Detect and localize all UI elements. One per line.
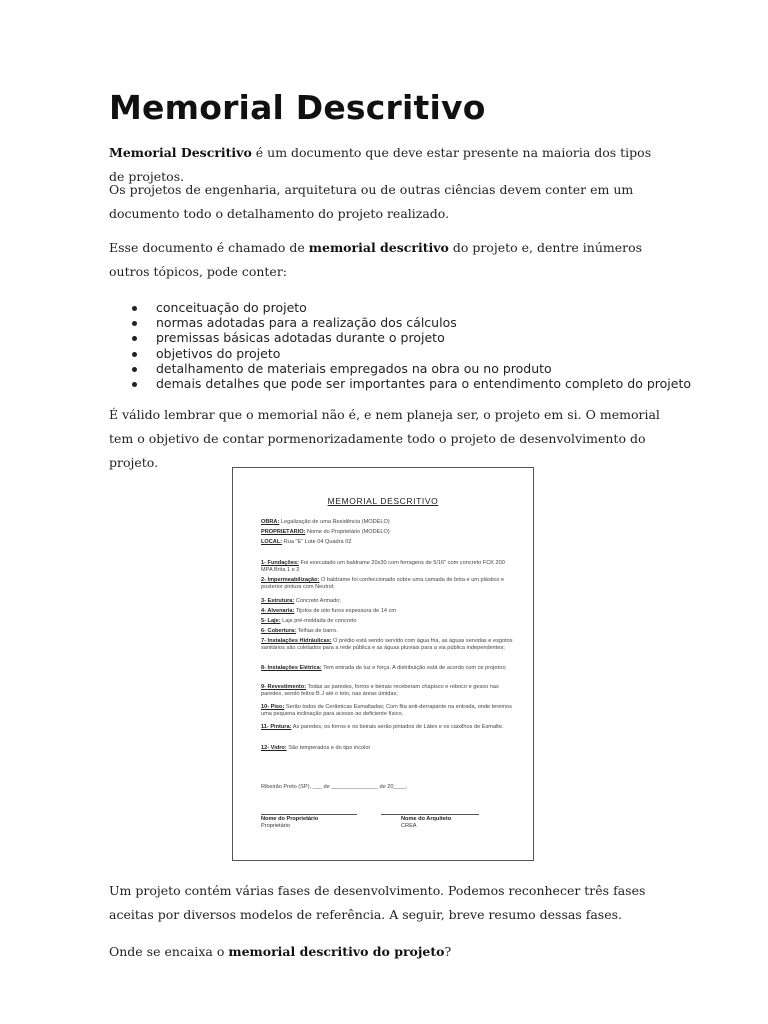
doc-obra — [261, 519, 513, 526]
doc-item — [261, 628, 513, 635]
doc-item — [261, 638, 513, 652]
signature-owner — [261, 816, 318, 830]
doc-local — [261, 539, 513, 546]
signature-architect-sub: CREA — [401, 823, 417, 829]
doc-item-text: Foi executado um baldrame 20x30 com ferragens de 5/16" com concreto FCK 200 MPA Brita 1 e 2 — [261, 560, 505, 573]
paragraph-called-after: do projeto e, dentre inúmeros outros tópicos, pode conter: — [109, 240, 643, 279]
doc-item-text: O baldrame foi confeccionado sobre uma camada de brita e um plástico e posterior pintura com Neutrol; — [261, 577, 505, 590]
doc-item-label: 8- Instalações Elétrica: — [261, 665, 322, 671]
list-item: demais detalhes que pode ser importantes para o entendimento completo do projeto — [129, 376, 691, 391]
topics-list — [129, 300, 691, 391]
signature-owner-title: Nome do Proprietário — [261, 816, 319, 822]
doc-item-label: 2- Impermeabilização: — [261, 577, 320, 583]
list-item: detalhamento de materiais empregados na obra ou no produto — [129, 361, 691, 376]
doc-proprietario — [261, 529, 513, 536]
paragraph-phases: Um projeto contém várias fases de desenvolvimento. Podemos reconhecer três fases aceitas por diversos modelos de referência. A seguir, breve resumo dessas fases. — [109, 883, 646, 922]
paragraph-reminder: É válido lembrar que o memorial não é, e nem planeja ser, o projeto em si. O memorial tem o objetivo de contar pormenorizadamente todo o projeto de desenvolvimento do projeto. — [109, 407, 660, 470]
doc-local-value: Rua "E" Lote 04 Quadra 02 — [282, 539, 352, 545]
doc-item-text: O prédio está sendo servido com água fria, as águas servidas e esgotos sanitários são coletados para a rede pública e as águas pluviais para a via pública independentes; — [261, 638, 513, 651]
doc-item — [261, 704, 513, 718]
doc-obra-value: Legalização de uma Residência (MODELO) — [279, 519, 390, 525]
doc-item-text: Todas as paredes, forros e beirais receberam chapisco e reboco e gesso nas paredes, sendo feitos B.J até o teto, nas áreas úmidas; — [261, 684, 499, 697]
paragraph-question — [109, 940, 669, 964]
doc-item-text: Tijolos de oito furos espessura de 14 cm — [294, 608, 397, 614]
doc-item-label: 5- Laje: — [261, 618, 281, 624]
paragraph-projects: Os projetos de engenharia, arquitetura ou de outras ciências devem conter em um documento todo o detalhamento do projeto realizado. — [109, 182, 634, 221]
doc-item-label: 11- Pintura: — [261, 724, 292, 730]
signature-owner-sub: Proprietário — [261, 823, 290, 829]
doc-item-text: Tem entrada de luz e força. A distribuição está de acordo com os projetos; — [321, 665, 507, 671]
list-item: objetivos do projeto — [129, 346, 691, 361]
doc-item — [261, 665, 513, 672]
memorial-document-image — [232, 467, 534, 861]
doc-item-label: 9- Revestimento: — [261, 684, 307, 690]
paragraph-question-before: Onde se encaixa o — [109, 944, 229, 959]
signature-architect — [401, 816, 451, 830]
paragraph-question-bold: memorial descritivo do projeto — [228, 944, 445, 959]
doc-item — [261, 577, 513, 591]
doc-title: MEMORIAL DESCRITIVO — [327, 496, 439, 506]
doc-item-label: 6- Cobertura: — [261, 628, 297, 634]
doc-item-text: Concreto Armado; — [294, 598, 341, 604]
doc-proprietario-label: PROPRIETÁRIO: — [261, 529, 306, 535]
doc-item — [261, 684, 513, 698]
doc-item — [261, 724, 513, 731]
signature-line-architect — [381, 814, 479, 815]
doc-item — [261, 598, 513, 605]
paragraph-called — [109, 236, 669, 284]
signature-line-owner — [261, 814, 357, 815]
intro-text: é um documento que deve estar presente na maioria dos tipos de projetos. — [109, 145, 652, 184]
doc-item-label: 12- Vidro: — [261, 745, 287, 751]
paragraph-question-after: ? — [444, 944, 452, 959]
doc-item — [261, 608, 513, 615]
doc-item-label: 4- Alvenaria: — [261, 608, 295, 614]
doc-date-line: Ribeirão Preto (SP), ___ de _______________ de 20____. — [261, 784, 408, 790]
doc-item-text: Telhas de barro. — [296, 628, 338, 634]
doc-item-text: Serão todos de Cerâmicas Esmaltadas; Com fita anti-derrapante na entrada, onde teremos uma pequena inclinação para acesso ao deficiente físico. — [261, 704, 512, 717]
doc-item-text: São temperados e do tipo incolor — [286, 745, 371, 751]
intro-bold-term: Memorial Descritivo — [109, 145, 252, 160]
doc-proprietario-value: Nome do Proprietário (MODELO) — [305, 529, 390, 535]
doc-item — [261, 618, 513, 625]
list-item: normas adotadas para a realização dos cálculos — [129, 315, 691, 330]
doc-item-text: Laje pré-moldada de concreto — [280, 618, 357, 624]
page-title: Memorial Descritivo — [109, 88, 486, 127]
doc-item-label: 7- Instalações Hidráulicas: — [261, 638, 332, 644]
doc-item-label: 10- Piso: — [261, 704, 285, 710]
signature-architect-title: Nome do Arquiteto — [401, 816, 452, 822]
doc-item-label: 1- Fundações: — [261, 560, 299, 566]
doc-obra-label: OBRA: — [261, 519, 280, 525]
doc-item — [261, 560, 513, 574]
list-item: conceituação do projeto — [129, 300, 691, 315]
doc-item-label: 3- Estrutura: — [261, 598, 295, 604]
doc-item — [261, 745, 513, 752]
doc-item-text: As paredes, os forros e os beirais serão pintados de Látex e os caixilhos de Esmalte. — [291, 724, 504, 730]
paragraph-called-bold: memorial descritivo — [308, 240, 449, 255]
doc-local-label: LOCAL: — [261, 539, 283, 545]
paragraph-called-before: Esse documento é chamado de — [109, 240, 309, 255]
list-item: premissas básicas adotadas durante o projeto — [129, 330, 691, 345]
